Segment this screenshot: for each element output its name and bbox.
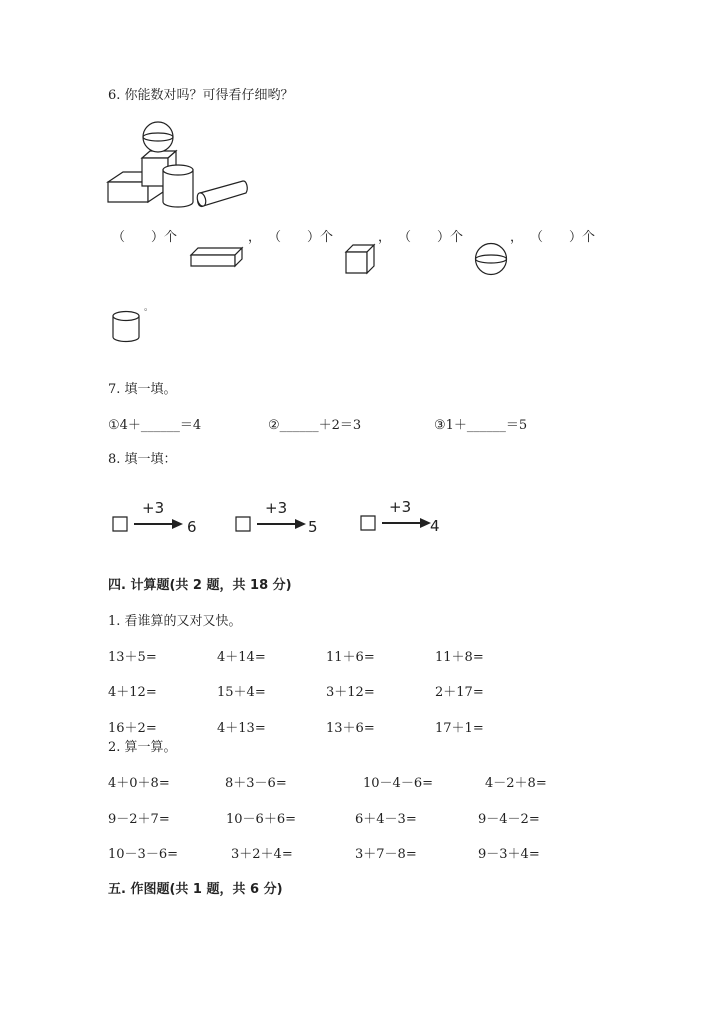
right-arrow-icon: [134, 516, 184, 532]
s4-q1-r2c2[interactable]: 15＋4=: [217, 685, 266, 700]
q8-op-2: +3: [265, 499, 288, 517]
section4-heading: 四. 计算题(共 2 题，共 18 分): [108, 578, 292, 593]
s4-q2-r2c4[interactable]: 9－4－2=: [478, 812, 540, 827]
q8-result-1: 6: [187, 518, 197, 536]
q6-title: 6. 你能数对吗？可得看仔细哟？: [108, 88, 294, 103]
cylinder-icon: [110, 310, 142, 344]
cube-icon: [344, 243, 376, 275]
sphere-icon: [474, 242, 508, 276]
q6-end-mark: 。: [144, 303, 154, 313]
q6-comma-2: ，: [378, 230, 392, 245]
q7-item-2[interactable]: ②______＋2＝3: [268, 418, 362, 433]
q6-blank-cylinder[interactable]: （ ）个: [530, 230, 596, 245]
s4-q1-r3c2[interactable]: 4＋13=: [217, 721, 266, 736]
q8-op-3: +3: [389, 498, 412, 516]
s4-q1-r2c3[interactable]: 3＋12=: [326, 685, 375, 700]
s4-q1-title: 1. 看谁算的又对又快。: [108, 614, 242, 629]
q6-comma-1: ，: [248, 230, 262, 245]
s4-q1-r1c2[interactable]: 4＋14=: [217, 650, 266, 665]
s4-q2-r2c1[interactable]: 9－2＋7=: [108, 812, 170, 827]
s4-q2-r2c2[interactable]: 10－6＋6=: [226, 812, 296, 827]
s4-q1-r3c1[interactable]: 16＋2=: [108, 721, 157, 736]
q6-blank-box[interactable]: （ ）个: [112, 230, 178, 245]
q7-item-3[interactable]: ③1＋______＝5: [434, 418, 528, 433]
s4-q1-r3c3[interactable]: 13＋6=: [326, 721, 375, 736]
answer-box[interactable]: [235, 516, 251, 532]
long-box-icon: [190, 246, 244, 268]
right-arrow-icon: [257, 516, 307, 532]
s4-q2-r3c2[interactable]: 3＋2＋4=: [231, 847, 293, 862]
q8-result-3: 4: [430, 517, 440, 535]
q8-title: 8. 填一填：: [108, 452, 177, 467]
s4-q1-r1c4[interactable]: 11＋8=: [435, 650, 484, 665]
s4-q2-r3c4[interactable]: 9－3＋4=: [478, 847, 540, 862]
s4-q2-r1c4[interactable]: 4－2＋8=: [485, 776, 547, 791]
s4-q2-r1c3[interactable]: 10－4－6=: [363, 776, 433, 791]
s4-q2-r1c1[interactable]: 4＋0＋8=: [108, 776, 170, 791]
q6-blank-cube[interactable]: （ ）个: [268, 230, 334, 245]
q7-title: 7. 填一填。: [108, 382, 177, 397]
q6-comma-3: ，: [510, 230, 524, 245]
right-arrow-icon: [382, 515, 432, 531]
shapes-stack-figure: [105, 120, 255, 210]
s4-q2-r1c2[interactable]: 8＋3－6=: [225, 776, 287, 791]
q8-op-1: +3: [142, 499, 165, 517]
s4-q1-r1c1[interactable]: 13＋5=: [108, 650, 157, 665]
s4-q2-r2c3[interactable]: 6＋4－3=: [355, 812, 417, 827]
q7-item-1[interactable]: ①4＋______＝4: [108, 418, 202, 433]
s4-q2-title: 2. 算一算。: [108, 740, 177, 755]
s4-q2-r3c3[interactable]: 3＋7－8=: [355, 847, 417, 862]
s4-q1-r1c3[interactable]: 11＋6=: [326, 650, 375, 665]
s4-q1-r3c4[interactable]: 17＋1=: [435, 721, 484, 736]
s4-q2-r3c1[interactable]: 10－3－6=: [108, 847, 178, 862]
q8-result-2: 5: [308, 518, 318, 536]
s4-q1-r2c1[interactable]: 4＋12=: [108, 685, 157, 700]
answer-box[interactable]: [112, 516, 128, 532]
q6-blank-sphere[interactable]: （ ）个: [398, 230, 464, 245]
s4-q1-r2c4[interactable]: 2＋17=: [435, 685, 484, 700]
section5-heading: 五. 作图题(共 1 题，共 6 分): [108, 882, 283, 897]
answer-box[interactable]: [360, 515, 376, 531]
